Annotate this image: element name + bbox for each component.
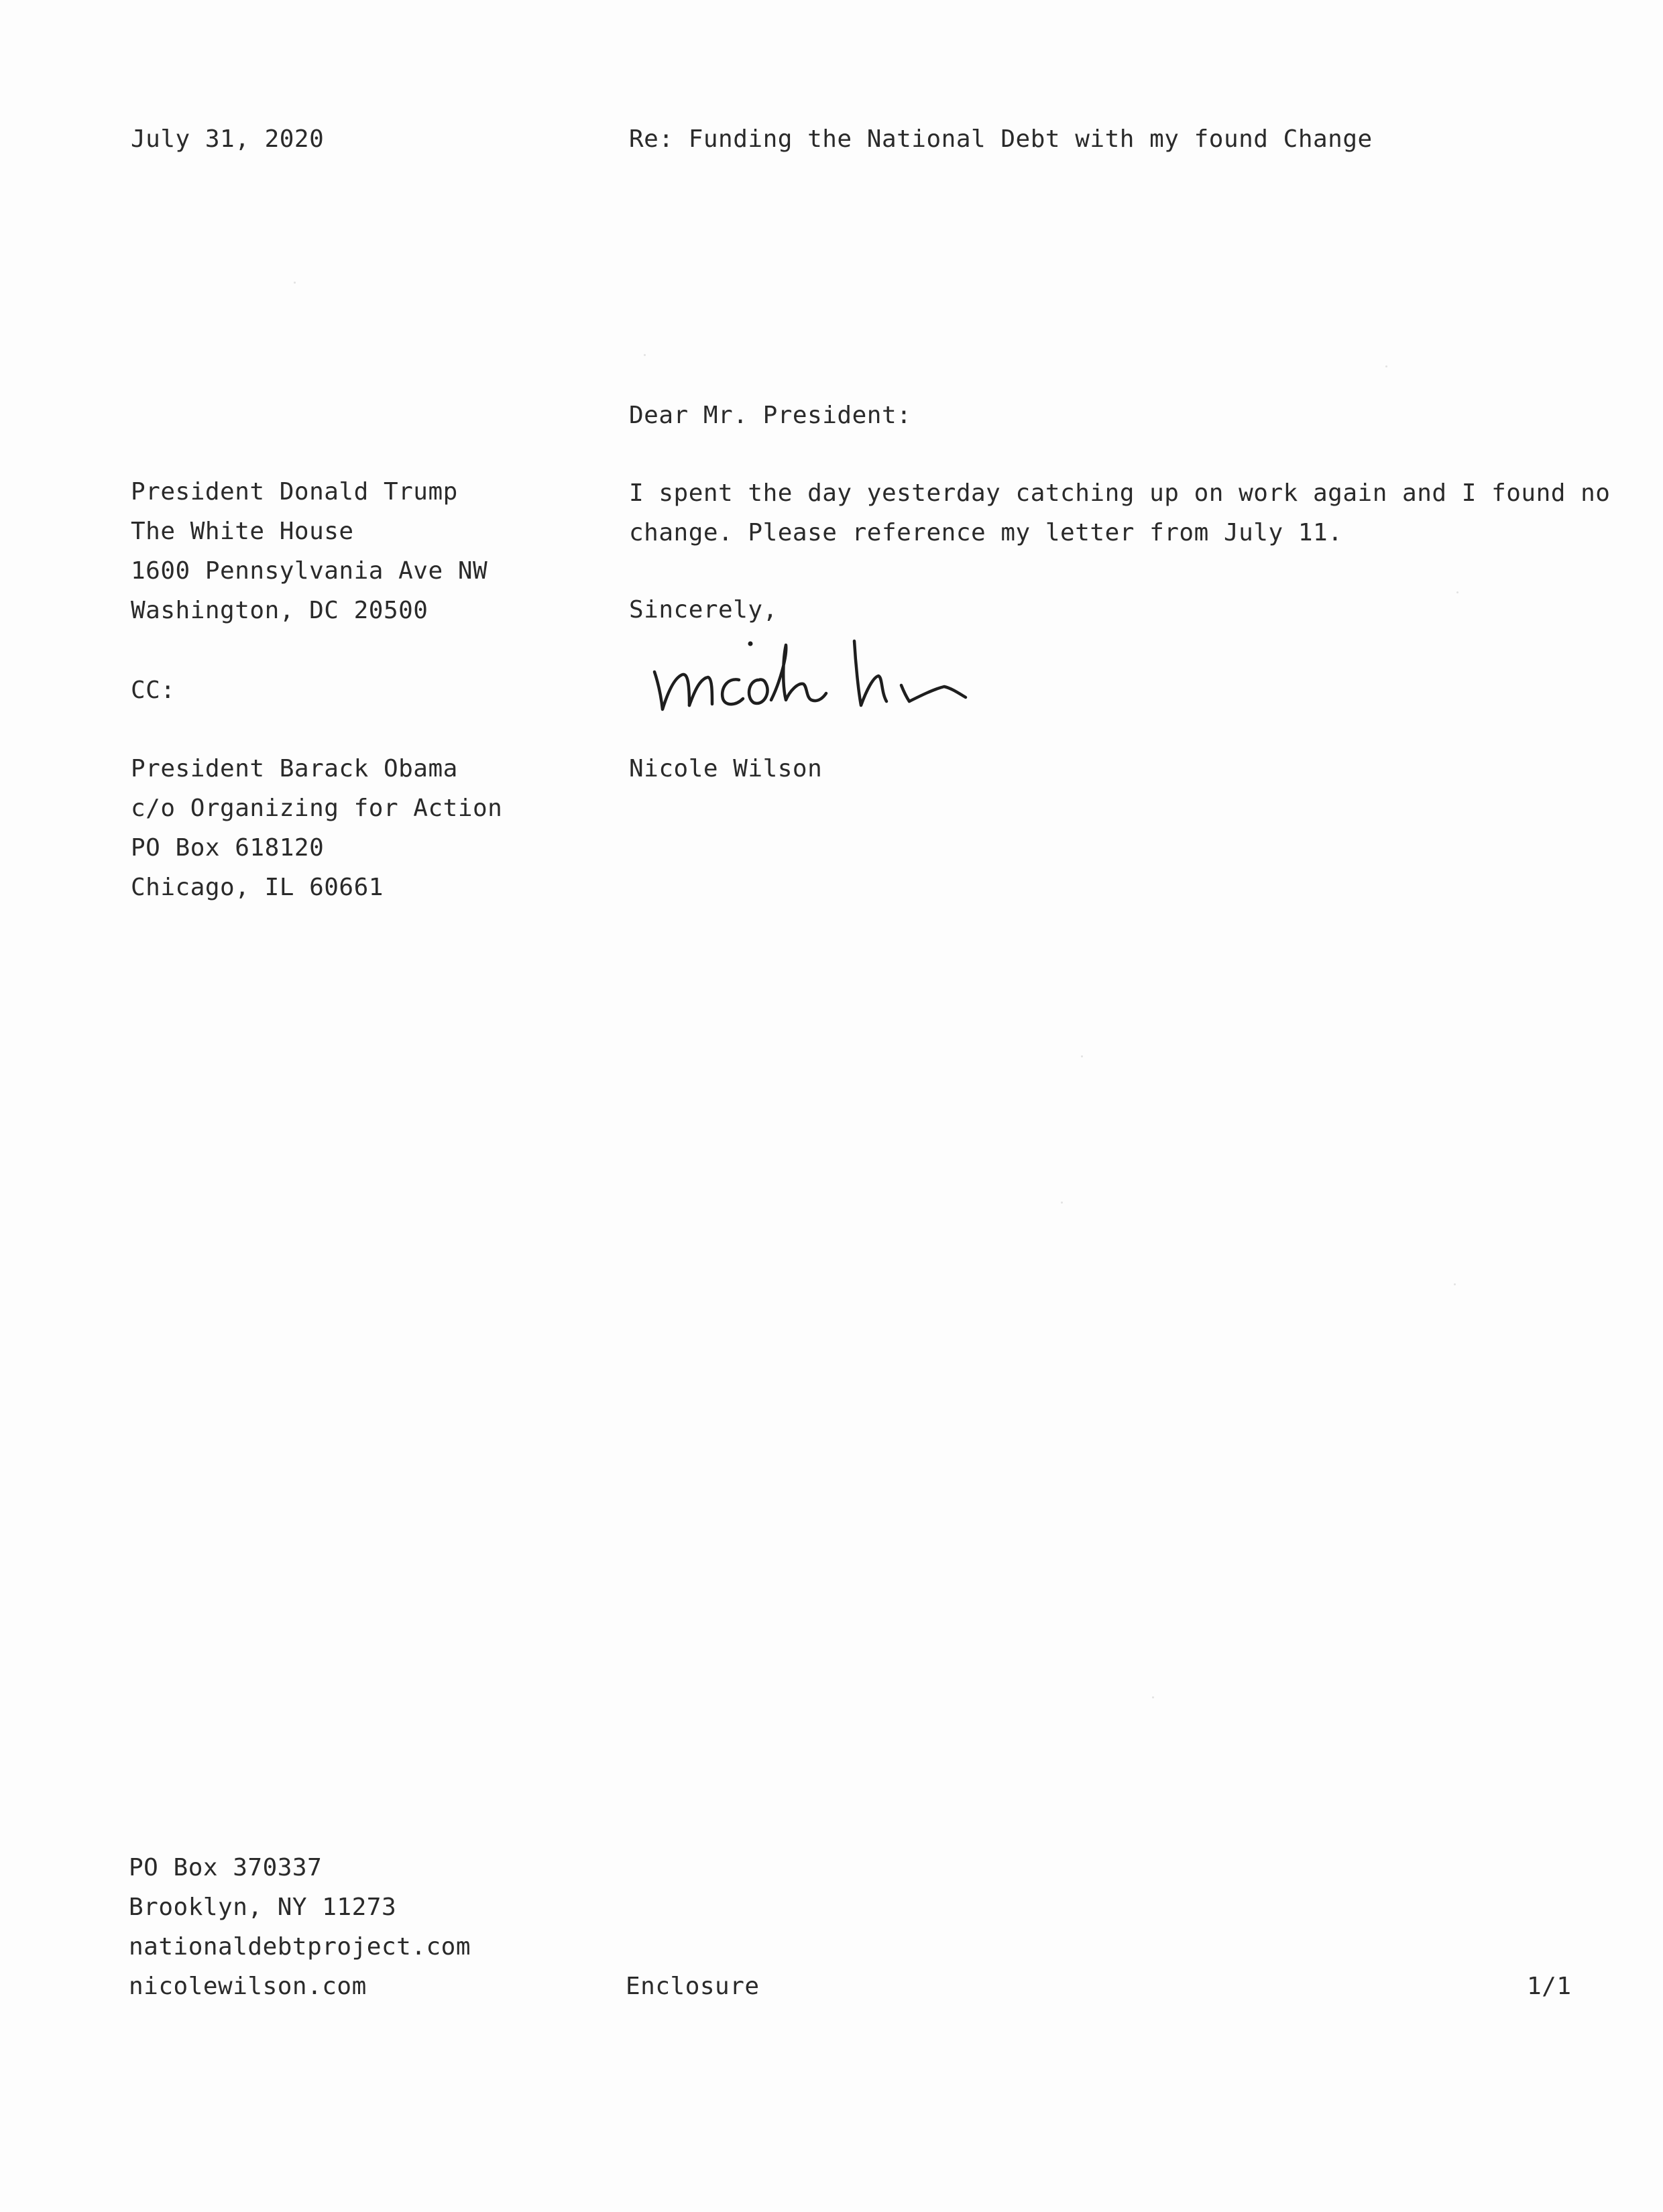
scan-speck	[1454, 1283, 1456, 1285]
sender-line: nicolewilson.com	[129, 1973, 367, 2000]
cc-line: c/o Organizing for Action	[131, 795, 503, 822]
cc-address	[131, 749, 502, 907]
scan-speck	[294, 282, 296, 284]
scan-speck	[1081, 1055, 1083, 1057]
cc-line: PO Box 618120	[131, 834, 325, 862]
body-line: change. Please reference my letter from July 11.	[629, 519, 1343, 546]
closing: Sincerely,	[629, 596, 778, 624]
sender-address	[129, 1848, 471, 2006]
scan-speck	[1385, 365, 1387, 367]
cc-line: Chicago, IL 60661	[131, 874, 384, 901]
cc-label: CC:	[131, 677, 176, 704]
scan-speck	[1061, 1202, 1063, 1204]
sender-line: nationaldebtproject.com	[129, 1933, 471, 1961]
recipient-line: President Donald Trump	[131, 478, 458, 506]
page-number: 1/1	[1527, 1973, 1572, 2000]
cc-line: President Barack Obama	[131, 755, 458, 782]
scan-speck	[1456, 591, 1458, 593]
enclosure-note: Enclosure	[626, 1973, 760, 2000]
sender-line: Brooklyn, NY 11273	[129, 1894, 397, 1921]
handwritten-signature	[645, 630, 994, 731]
recipient-line: 1600 Pennsylvania Ave NW	[131, 557, 488, 585]
body-line: I spent the day yesterday catching up on work again and I found no	[629, 479, 1611, 507]
recipient-address	[131, 472, 488, 630]
letter-date: July 31, 2020	[131, 125, 325, 153]
sender-line: PO Box 370337	[129, 1854, 323, 1881]
recipient-line: Washington, DC 20500	[131, 597, 428, 624]
letter-body	[629, 473, 1610, 552]
salutation: Dear Mr. President:	[629, 402, 912, 429]
letter-subject: Re: Funding the National Debt with my found Change	[629, 125, 1373, 153]
recipient-line: The White House	[131, 518, 354, 545]
scan-speck	[1152, 1696, 1154, 1698]
signer-name: Nicole Wilson	[629, 755, 823, 782]
scan-speck	[644, 354, 646, 356]
